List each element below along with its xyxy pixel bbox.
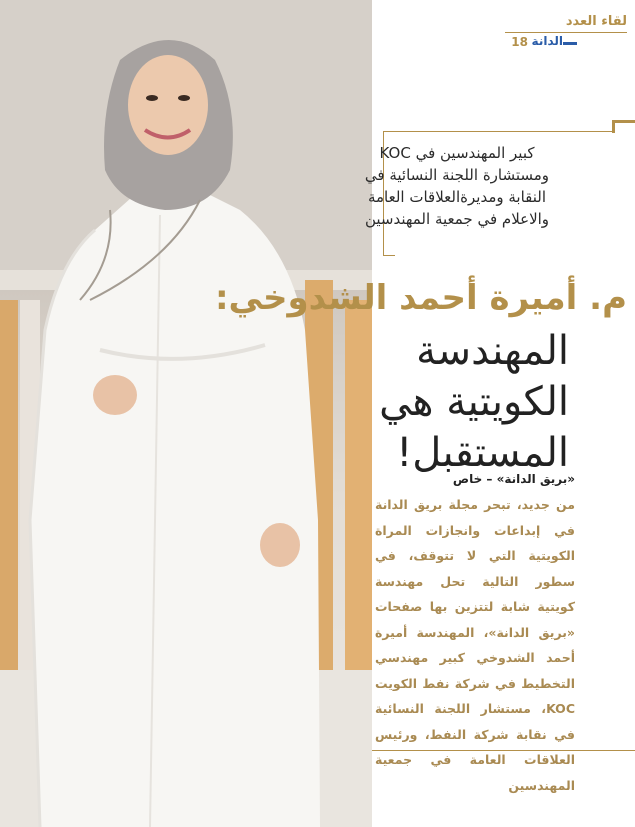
page-number: 18 (511, 35, 528, 49)
article-title: م. أميرة أحمد الشدوخي: (214, 278, 627, 318)
magazine-logo: الدانة (531, 34, 563, 48)
article-headline: المهندسة الكويتية هي المستقبل! (379, 328, 569, 476)
logo-accent-bar (563, 42, 577, 45)
article-body: من جديد، تبحر مجلة بريق الدانة في إبداعات وانجازات المراة الكويتية التي لا تتوقف، في سطور التالية تحل مهندسة كويتية شابة لتتزين بها صفحات «بريق الدانة»، المهندسة أميرة أحمد الشدوخي كبير مهندسي التخطيط في شركة نفط الكويت KOC، مستشار اللجنة النسائية في نقابة شركة النفط، ورئيس العلاقات العامة في جمعية المهندسين (375, 497, 575, 793)
bracket-bottom-rule (383, 255, 395, 256)
bracket-top-rule (384, 131, 612, 132)
section-label: لقاء العدد (565, 14, 627, 29)
section-underline (505, 32, 627, 33)
byline: «بريق الدانة» – خاص (452, 472, 575, 486)
subtitle: كبير المهندسين في KOC ومستشارة اللجنة النسائية في النقابة ومديرةالعلاقات العامة والاعلام في جمعية المهندسين (364, 144, 550, 228)
corner-bracket (612, 120, 635, 133)
footer-rule (372, 750, 635, 751)
